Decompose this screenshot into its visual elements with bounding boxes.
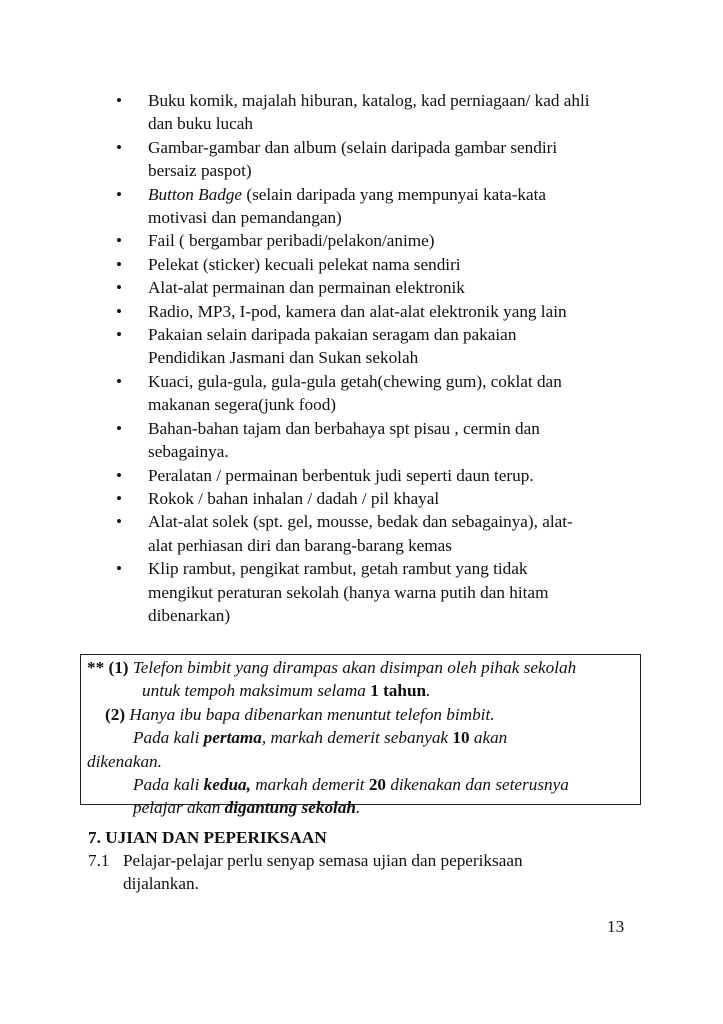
list-item [116, 557, 646, 627]
note-text: Pada kali [133, 728, 204, 748]
note-emphasis: kedua, [203, 775, 251, 795]
bullet-icon: • [116, 184, 123, 204]
note-emphasis: digantung sekolah [224, 798, 356, 818]
note-line-5 [87, 750, 634, 773]
list-item-text: alat perhiasan diri dan barang-barang kemas [148, 535, 452, 555]
bullet-icon: • [116, 254, 123, 274]
list-item-text: Kuaci, gula-gula, gula-gula getah(chewing gum), coklat dan [148, 371, 562, 391]
list-item-text: Radio, MP3, I-pod, kamera dan alat-alat elektronik yang lain [148, 301, 567, 321]
list-item-text: Fail ( bergambar peribadi/pelakon/anime) [148, 231, 435, 251]
list-item-text [148, 183, 646, 206]
note-line-4 [87, 726, 634, 749]
note-line-3 [87, 703, 634, 726]
note-text: Telefon bimbit yang dirampas akan disimpan oleh pihak sekolah [128, 658, 577, 677]
list-item-text: bersaiz paspot) [148, 161, 252, 181]
list-item [116, 89, 646, 136]
bullet-icon: • [116, 278, 123, 298]
list-item [116, 323, 646, 370]
list-item [116, 417, 646, 464]
list-item-text: Bahan-bahan tajam dan berbahaya spt pisau , cermin dan [148, 418, 540, 438]
list-item-text: Pelekat (sticker) kecuali pelekat nama sendiri [148, 254, 461, 274]
bullet-icon: • [116, 91, 123, 110]
bullet-icon: • [116, 325, 123, 345]
note-text: akan [469, 728, 508, 748]
list-item-text: (selain daripada yang mempunyai kata-kata [242, 184, 547, 204]
list-item-text: mengikut peraturan sekolah (hanya warna putih dan hitam [148, 582, 549, 602]
prohibited-items-list [116, 89, 646, 627]
list-item [116, 370, 646, 417]
list-item-text: Alat-alat permainan dan permainan elektronik [148, 278, 465, 298]
list-item-text: Rokok / bahan inhalan / dadah / pil khayal [148, 488, 440, 508]
list-item [116, 229, 646, 252]
list-item-text: Pendidikan Jasmani dan Sukan sekolah [148, 348, 419, 368]
note-marker: (2) [105, 704, 126, 724]
bullet-icon: • [116, 512, 123, 532]
note-marker: ** (1) [87, 658, 129, 677]
italic-term: Button Badge [148, 184, 243, 204]
bullet-icon: • [116, 231, 123, 251]
bullet-icon: • [116, 465, 123, 485]
note-text: pelajar akan [133, 798, 225, 818]
list-item-text: sebagainya. [148, 442, 229, 462]
item-text: Pelajar-pelajar perlu senyap semasa ujian dan peperiksaan [123, 851, 523, 870]
list-item-text: Buku komik, majalah hiburan, katalog, kad perniagaan/ kad ahli [148, 91, 590, 110]
list-item-text: dan buku lucah [148, 114, 254, 134]
list-item-text: dibenarkan) [148, 605, 231, 625]
note-line-7 [87, 796, 634, 819]
bullet-icon: • [116, 371, 123, 391]
note-emphasis: pertama [203, 728, 262, 748]
list-item [116, 276, 646, 299]
section-heading: 7. UJIAN DAN PEPERIKSAAN [88, 828, 327, 847]
list-item-text: Klip rambut, pengikat rambut, getah rambut yang tidak [148, 559, 528, 579]
list-item [116, 464, 646, 487]
list-item-text: motivasi dan pemandangan) [148, 208, 342, 228]
note-line-2 [87, 679, 634, 702]
item-text: dijalankan. [123, 874, 199, 893]
list-item-text: makanan segera(junk food) [148, 395, 337, 415]
page-number: 13 [607, 917, 625, 936]
list-item-text: Pakaian selain daripada pakaian seragam dan pakaian [148, 325, 517, 345]
note-line-1 [87, 656, 634, 679]
item-number: 7.1 [88, 851, 110, 870]
note-line-6 [87, 773, 634, 796]
bullet-icon: • [116, 301, 123, 321]
note-emphasis: 10 [452, 728, 470, 748]
note-text: dikenakan dan seterusnya [386, 775, 569, 795]
note-text: Hanya ibu bapa dibenarkan menuntut telefon bimbit. [125, 704, 495, 724]
list-item-text: Peralatan / permainan berbentuk judi seperti daun terup. [148, 465, 534, 485]
list-item [116, 487, 646, 510]
note-text: , markah demerit sebanyak [261, 728, 453, 748]
phone-policy-note-box [80, 654, 641, 818]
note-text: . [356, 798, 361, 818]
note-text: Pada kali [133, 775, 204, 795]
list-item-text: Alat-alat solek (spt. gel, mousse, bedak dan sebagainya), alat- [148, 512, 573, 532]
bullet-icon: • [116, 488, 123, 508]
note-text: . [426, 681, 431, 701]
list-item [116, 253, 646, 276]
note-emphasis: 1 tahun [370, 681, 427, 701]
bullet-icon: • [116, 559, 123, 579]
list-item-text: Gambar-gambar dan album (selain daripada gambar sendiri [148, 137, 558, 157]
note-text: untuk tempoh maksimum selama [142, 681, 371, 701]
bullet-icon: • [116, 418, 123, 438]
list-item [116, 183, 646, 230]
list-item [116, 136, 646, 183]
note-text: markah demerit [250, 775, 369, 795]
note-text: dikenakan. [87, 751, 162, 771]
list-item [116, 300, 646, 323]
list-item [116, 510, 646, 557]
note-emphasis: 20 [368, 775, 387, 795]
bullet-icon: • [116, 137, 123, 157]
